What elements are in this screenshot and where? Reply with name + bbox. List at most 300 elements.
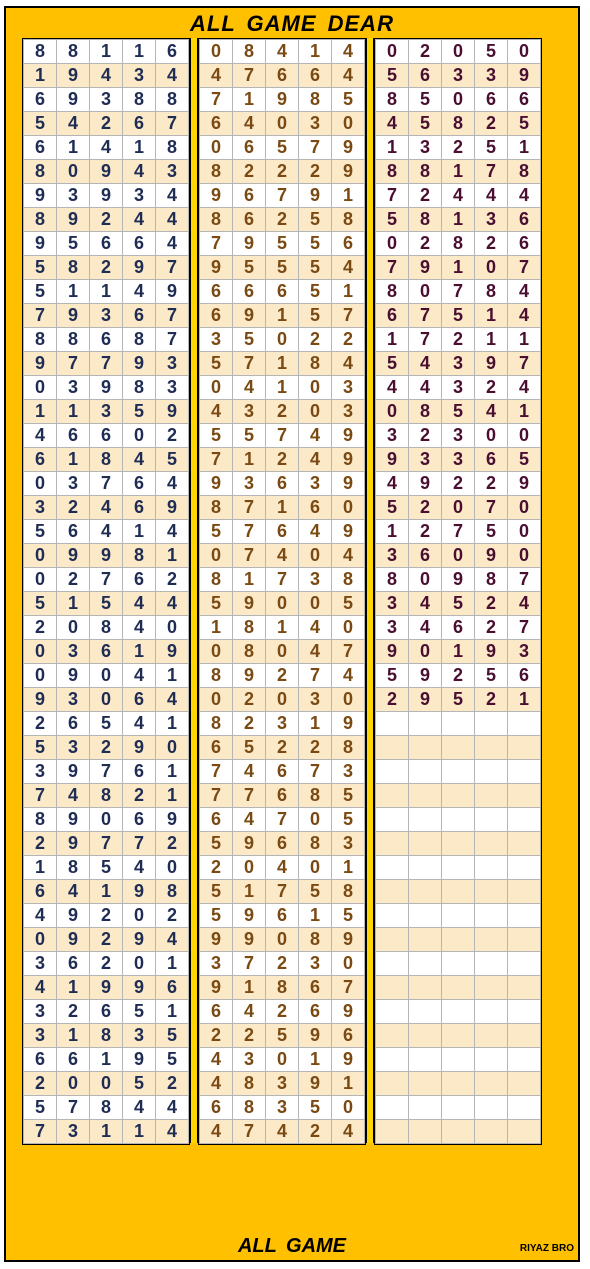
digit-cell [442, 976, 475, 1000]
digit-cell: 9 [332, 928, 365, 952]
digit-cell: 7 [57, 352, 90, 376]
digit-cell: 1 [156, 784, 189, 808]
digit-cell [376, 856, 409, 880]
digit-cell [475, 928, 508, 952]
table-row [376, 640, 541, 664]
digit-cell: 5 [332, 88, 365, 112]
digit-cell: 3 [442, 424, 475, 448]
digit-cell: 2 [299, 1120, 332, 1144]
digit-cell: 9 [475, 640, 508, 664]
digit-cell: 7 [24, 784, 57, 808]
digit-cell: 9 [200, 472, 233, 496]
table-row [24, 88, 189, 112]
digit-cell: 7 [409, 328, 442, 352]
digit-cell: 0 [200, 640, 233, 664]
digit-cell: 1 [57, 136, 90, 160]
digit-cell: 8 [409, 160, 442, 184]
digit-cell [475, 880, 508, 904]
table-row [376, 280, 541, 304]
digit-cell: 8 [90, 616, 123, 640]
digit-cell: 9 [123, 880, 156, 904]
table-row [376, 592, 541, 616]
digit-cell: 9 [299, 1024, 332, 1048]
digit-cell: 9 [409, 664, 442, 688]
table-row [24, 784, 189, 808]
digit-cell: 8 [299, 352, 332, 376]
digit-cell: 7 [508, 568, 541, 592]
digit-cell: 4 [24, 976, 57, 1000]
digit-cell: 9 [156, 640, 189, 664]
table-row [200, 664, 365, 688]
digit-cell: 1 [442, 208, 475, 232]
digit-cell: 8 [376, 280, 409, 304]
digit-cell: 6 [332, 232, 365, 256]
digit-cell: 0 [409, 640, 442, 664]
digit-cell: 4 [332, 664, 365, 688]
digit-cell: 7 [200, 760, 233, 784]
table-row [24, 592, 189, 616]
digit-cell [376, 880, 409, 904]
number-panel-1 [22, 38, 190, 1145]
digit-cell: 3 [90, 88, 123, 112]
digit-cell: 2 [409, 232, 442, 256]
table-row [200, 160, 365, 184]
digit-cell: 1 [24, 856, 57, 880]
digit-cell: 7 [156, 328, 189, 352]
digit-cell: 8 [233, 40, 266, 64]
digit-cell: 9 [24, 184, 57, 208]
digit-cell: 2 [376, 688, 409, 712]
digit-cell: 3 [266, 1072, 299, 1096]
table-row [376, 952, 541, 976]
digit-cell [508, 832, 541, 856]
digit-cell: 5 [200, 592, 233, 616]
number-panel-3 [374, 38, 542, 1145]
digit-cell: 5 [24, 736, 57, 760]
digit-cell [508, 1024, 541, 1048]
digit-cell: 9 [233, 232, 266, 256]
digit-cell: 3 [233, 472, 266, 496]
digit-cell: 7 [376, 256, 409, 280]
digit-cell: 5 [376, 352, 409, 376]
digit-cell: 1 [123, 520, 156, 544]
digit-cell: 5 [299, 256, 332, 280]
digit-cell [409, 1072, 442, 1096]
table-row [200, 712, 365, 736]
digit-cell: 0 [57, 616, 90, 640]
digit-cell: 9 [57, 808, 90, 832]
digit-cell: 6 [266, 832, 299, 856]
digit-cell: 6 [24, 88, 57, 112]
digit-cell: 5 [233, 736, 266, 760]
digit-cell: 6 [266, 280, 299, 304]
table-row [24, 1072, 189, 1096]
table-row [376, 64, 541, 88]
digit-cell: 5 [442, 592, 475, 616]
digit-cell: 1 [123, 1120, 156, 1144]
table-row [24, 880, 189, 904]
digit-cell: 8 [442, 112, 475, 136]
digit-cell [376, 1120, 409, 1144]
digit-cell: 1 [376, 328, 409, 352]
table-row [376, 1072, 541, 1096]
digit-cell: 5 [24, 1096, 57, 1120]
digit-cell: 0 [90, 808, 123, 832]
table-row [24, 904, 189, 928]
digit-cell: 6 [409, 64, 442, 88]
digit-cell: 2 [233, 160, 266, 184]
digit-cell: 4 [475, 400, 508, 424]
digit-cell: 7 [200, 784, 233, 808]
table-row [200, 688, 365, 712]
digit-cell: 9 [266, 88, 299, 112]
digit-cell [409, 760, 442, 784]
table-row [376, 208, 541, 232]
digit-cell: 9 [233, 664, 266, 688]
digit-cell: 0 [266, 112, 299, 136]
digit-cell: 8 [332, 736, 365, 760]
digit-cell [508, 784, 541, 808]
table-row [24, 280, 189, 304]
digit-cell [442, 928, 475, 952]
digit-cell: 0 [200, 136, 233, 160]
digit-cell: 9 [200, 256, 233, 280]
digit-cell: 5 [90, 712, 123, 736]
digit-cell: 1 [24, 400, 57, 424]
digit-cell: 5 [24, 256, 57, 280]
table-row [376, 904, 541, 928]
digit-cell [442, 1120, 475, 1144]
digit-cell: 6 [200, 304, 233, 328]
digit-cell: 1 [332, 280, 365, 304]
digit-cell: 4 [332, 40, 365, 64]
digit-cell: 2 [299, 160, 332, 184]
digit-cell: 8 [123, 88, 156, 112]
digit-cell: 7 [233, 544, 266, 568]
digit-cell [442, 1048, 475, 1072]
digit-cell: 3 [123, 64, 156, 88]
digit-cell: 6 [508, 664, 541, 688]
digit-cell: 5 [123, 1072, 156, 1096]
digit-cell: 8 [90, 784, 123, 808]
digit-cell: 5 [376, 664, 409, 688]
digit-cell: 0 [376, 232, 409, 256]
digit-cell: 9 [332, 472, 365, 496]
table-row [200, 112, 365, 136]
digit-cell: 0 [332, 112, 365, 136]
digit-cell: 0 [266, 328, 299, 352]
digit-cell: 8 [123, 328, 156, 352]
digit-cell: 5 [266, 1024, 299, 1048]
digit-cell: 1 [442, 256, 475, 280]
digit-cell: 7 [233, 496, 266, 520]
digit-cell [442, 832, 475, 856]
table-row [200, 472, 365, 496]
digit-cell: 9 [90, 160, 123, 184]
digit-cell: 0 [442, 40, 475, 64]
digit-cell: 2 [90, 736, 123, 760]
digit-cell: 8 [57, 328, 90, 352]
table-row [376, 760, 541, 784]
table-row [200, 400, 365, 424]
digit-cell: 1 [156, 712, 189, 736]
digit-cell: 5 [475, 520, 508, 544]
digit-cell: 1 [57, 280, 90, 304]
digit-cell: 0 [200, 40, 233, 64]
table-row [376, 304, 541, 328]
digit-cell: 6 [24, 880, 57, 904]
digit-cell: 2 [233, 1024, 266, 1048]
digit-cell: 1 [200, 616, 233, 640]
digit-cell: 7 [233, 352, 266, 376]
digit-cell: 8 [200, 208, 233, 232]
digit-cell: 9 [233, 832, 266, 856]
digit-cell: 5 [409, 88, 442, 112]
table-row [200, 592, 365, 616]
digit-cell: 3 [123, 1024, 156, 1048]
digit-cell: 1 [123, 40, 156, 64]
digit-cell: 6 [200, 1096, 233, 1120]
digit-cell: 6 [123, 472, 156, 496]
table-row [200, 304, 365, 328]
digit-cell: 8 [233, 616, 266, 640]
digit-cell [508, 856, 541, 880]
digit-cell: 6 [90, 640, 123, 664]
digit-cell: 7 [90, 352, 123, 376]
digit-cell: 3 [299, 568, 332, 592]
digit-cell: 3 [299, 952, 332, 976]
digit-cell: 1 [90, 1120, 123, 1144]
digit-cell [376, 1072, 409, 1096]
table-row [24, 1096, 189, 1120]
digit-cell: 6 [508, 232, 541, 256]
digit-cell: 2 [442, 136, 475, 160]
digit-cell: 4 [156, 592, 189, 616]
table-row [200, 1000, 365, 1024]
digit-cell: 8 [233, 1072, 266, 1096]
digit-cell: 3 [24, 1024, 57, 1048]
digit-cell: 1 [90, 40, 123, 64]
digit-cell [475, 1120, 508, 1144]
digit-cell: 9 [233, 304, 266, 328]
digit-cell: 7 [442, 520, 475, 544]
digit-cell: 3 [156, 376, 189, 400]
digit-cell: 5 [200, 424, 233, 448]
digit-cell: 8 [332, 208, 365, 232]
panel-3-body [376, 40, 541, 1144]
digit-cell: 2 [90, 256, 123, 280]
digit-cell: 2 [266, 208, 299, 232]
digit-cell: 9 [57, 904, 90, 928]
digit-cell: 4 [409, 376, 442, 400]
table-row [200, 736, 365, 760]
digit-cell [508, 952, 541, 976]
table-row [200, 256, 365, 280]
digit-cell: 4 [508, 184, 541, 208]
table-row [200, 808, 365, 832]
digit-cell: 5 [475, 664, 508, 688]
digit-cell: 9 [332, 160, 365, 184]
digit-cell: 8 [299, 928, 332, 952]
digit-cell: 3 [475, 208, 508, 232]
digit-cell [442, 712, 475, 736]
digit-cell: 1 [508, 136, 541, 160]
table-row [200, 856, 365, 880]
digit-cell: 2 [266, 448, 299, 472]
digit-cell: 8 [299, 832, 332, 856]
digit-cell: 5 [233, 256, 266, 280]
table-row [376, 424, 541, 448]
table-row [24, 1024, 189, 1048]
digit-cell: 4 [123, 712, 156, 736]
digit-cell: 4 [332, 64, 365, 88]
digit-cell: 8 [123, 544, 156, 568]
digit-cell: 4 [332, 256, 365, 280]
table-row [376, 928, 541, 952]
digit-cell: 7 [475, 160, 508, 184]
digit-cell: 4 [266, 856, 299, 880]
digit-cell: 9 [332, 424, 365, 448]
table-row [24, 520, 189, 544]
digit-cell: 7 [24, 304, 57, 328]
digit-cell [475, 1072, 508, 1096]
digit-cell: 9 [90, 976, 123, 1000]
digit-cell: 3 [57, 736, 90, 760]
digit-cell: 8 [156, 136, 189, 160]
digit-cell: 0 [200, 688, 233, 712]
table-row [24, 952, 189, 976]
digit-cell: 2 [409, 496, 442, 520]
digit-cell: 5 [123, 1000, 156, 1024]
table-row [376, 1000, 541, 1024]
digit-cell: 1 [156, 1000, 189, 1024]
digit-cell: 4 [156, 520, 189, 544]
digit-cell: 3 [90, 400, 123, 424]
table-row [200, 280, 365, 304]
table-row [376, 544, 541, 568]
digit-cell: 2 [409, 40, 442, 64]
table-row [200, 1024, 365, 1048]
digit-cell: 0 [299, 808, 332, 832]
digit-cell: 8 [90, 1024, 123, 1048]
table-row [24, 688, 189, 712]
table-row [24, 232, 189, 256]
digit-cell: 5 [475, 40, 508, 64]
digit-cell: 5 [299, 232, 332, 256]
digit-cell: 0 [332, 688, 365, 712]
digit-cell: 2 [266, 160, 299, 184]
digit-cell: 2 [90, 904, 123, 928]
digit-cell: 1 [57, 976, 90, 1000]
digit-cell [508, 1120, 541, 1144]
digit-cell [409, 1048, 442, 1072]
digit-cell: 9 [332, 1048, 365, 1072]
digit-cell: 1 [57, 1024, 90, 1048]
table-row [200, 184, 365, 208]
digit-cell: 9 [57, 544, 90, 568]
digit-cell [442, 856, 475, 880]
digit-cell: 4 [156, 208, 189, 232]
table-row [376, 568, 541, 592]
digit-cell: 2 [57, 568, 90, 592]
digit-cell: 1 [90, 880, 123, 904]
digit-cell: 1 [442, 160, 475, 184]
digit-cell: 9 [332, 712, 365, 736]
digit-cell: 1 [156, 760, 189, 784]
table-row [24, 736, 189, 760]
digit-cell: 3 [90, 304, 123, 328]
digit-cell: 0 [90, 664, 123, 688]
digit-cell: 1 [376, 520, 409, 544]
digit-cell: 8 [24, 208, 57, 232]
digit-cell: 9 [200, 976, 233, 1000]
digit-cell: 4 [233, 808, 266, 832]
digit-cell: 2 [57, 496, 90, 520]
digit-cell: 0 [475, 256, 508, 280]
table-row [200, 952, 365, 976]
digit-cell: 6 [266, 760, 299, 784]
digit-cell: 6 [200, 280, 233, 304]
table-row [200, 376, 365, 400]
digit-cell: 2 [299, 736, 332, 760]
digit-cell: 9 [156, 496, 189, 520]
digit-cell: 0 [442, 88, 475, 112]
digit-cell: 6 [24, 1048, 57, 1072]
digit-cell: 1 [266, 304, 299, 328]
digit-cell: 5 [332, 784, 365, 808]
digit-cell: 4 [376, 376, 409, 400]
digit-cell: 5 [24, 592, 57, 616]
digit-cell: 3 [475, 64, 508, 88]
digit-cell: 5 [299, 880, 332, 904]
digit-cell: 4 [508, 592, 541, 616]
digit-cell [376, 808, 409, 832]
table-row [200, 1072, 365, 1096]
table-row [376, 88, 541, 112]
digit-cell: 8 [24, 160, 57, 184]
digit-cell: 4 [24, 904, 57, 928]
table-row [24, 1048, 189, 1072]
digit-cell: 1 [266, 376, 299, 400]
table-row [24, 760, 189, 784]
digit-cell: 8 [200, 712, 233, 736]
digit-cell: 7 [90, 832, 123, 856]
digit-cell: 2 [266, 1000, 299, 1024]
digit-cell [409, 976, 442, 1000]
digit-cell: 1 [123, 136, 156, 160]
digit-cell: 5 [442, 400, 475, 424]
digit-cell: 9 [24, 688, 57, 712]
digit-cell: 5 [376, 496, 409, 520]
digit-cell: 8 [233, 640, 266, 664]
digit-cell: 3 [376, 544, 409, 568]
digit-cell: 6 [233, 280, 266, 304]
digit-cell [508, 760, 541, 784]
digit-cell: 5 [200, 880, 233, 904]
digit-cell: 2 [475, 688, 508, 712]
digit-cell: 7 [299, 136, 332, 160]
digit-cell [442, 1024, 475, 1048]
digit-cell: 3 [409, 136, 442, 160]
digit-cell: 8 [200, 496, 233, 520]
digit-cell: 8 [57, 856, 90, 880]
digit-cell: 6 [475, 448, 508, 472]
digit-cell: 1 [57, 400, 90, 424]
digit-cell: 0 [24, 928, 57, 952]
digit-cell: 6 [156, 976, 189, 1000]
digit-cell: 5 [156, 1024, 189, 1048]
digit-cell: 7 [233, 64, 266, 88]
